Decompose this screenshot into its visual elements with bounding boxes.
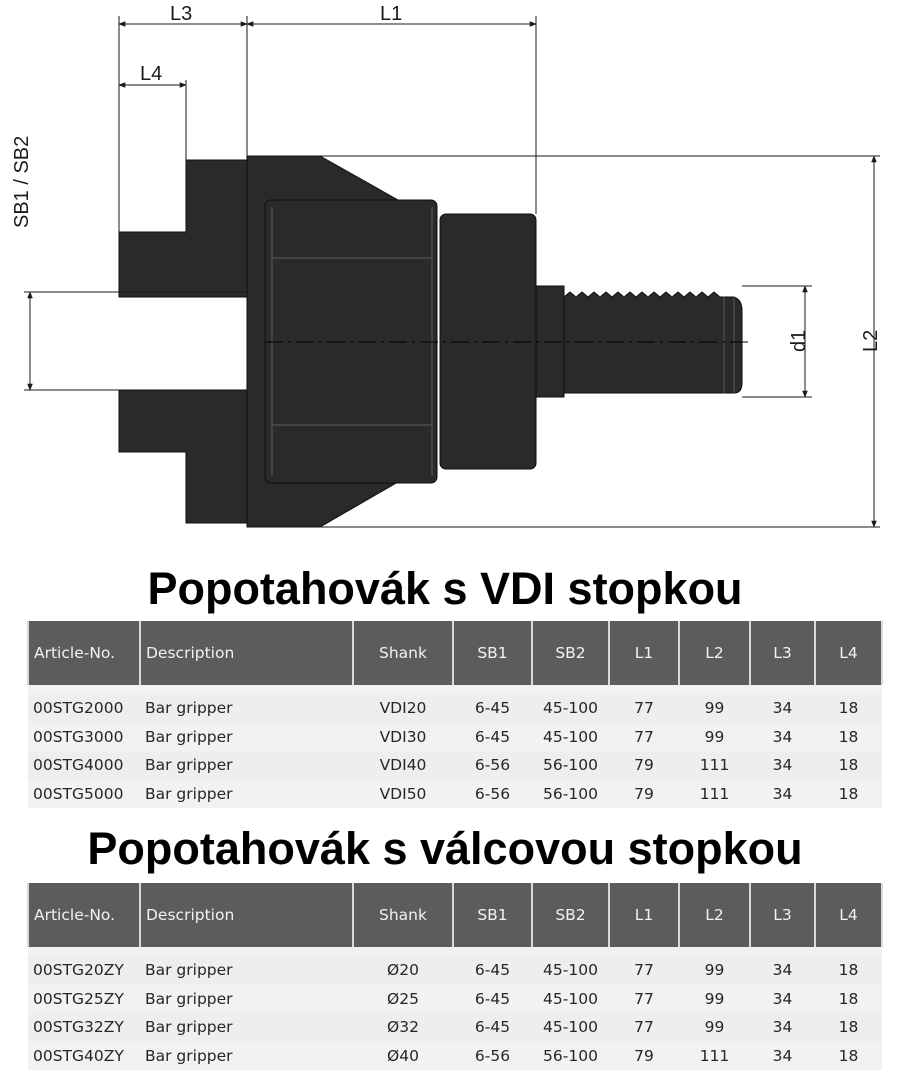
section-title-cylindrical: Popotahovák s válcovou stopkou bbox=[87, 823, 803, 874]
table-spacer bbox=[28, 947, 882, 956]
cell-shank: VDI30 bbox=[353, 723, 453, 752]
cell-l3: 34 bbox=[750, 956, 815, 985]
cell-sb2: 56-100 bbox=[532, 780, 609, 809]
cell-shank: VDI20 bbox=[353, 694, 453, 723]
col-header-sb2: SB2 bbox=[532, 883, 609, 947]
cell-sb1: 6-45 bbox=[453, 1013, 532, 1042]
col-header-shank: Shank bbox=[353, 883, 453, 947]
cell-article-no: 00STG3000 bbox=[28, 723, 140, 752]
cell-sb2: 45-100 bbox=[532, 694, 609, 723]
table-header-row bbox=[28, 883, 882, 947]
table-spacer-cell bbox=[28, 685, 882, 694]
cell-l2: 99 bbox=[679, 1013, 750, 1042]
col-header-description: Description bbox=[140, 883, 353, 947]
cell-article-no: 00STG20ZY bbox=[28, 956, 140, 985]
cell-l4: 18 bbox=[815, 985, 882, 1014]
cell-l4: 18 bbox=[815, 1042, 882, 1071]
cell-sb1: 6-45 bbox=[453, 723, 532, 752]
cell-l2: 99 bbox=[679, 956, 750, 985]
cell-l2: 111 bbox=[679, 1042, 750, 1071]
cell-l3: 34 bbox=[750, 751, 815, 780]
dim-sb-label: SB1 / SB2 bbox=[11, 135, 33, 228]
cell-l4: 18 bbox=[815, 780, 882, 809]
cell-shank: Ø32 bbox=[353, 1013, 453, 1042]
cell-l1: 77 bbox=[609, 694, 679, 723]
cell-l3: 34 bbox=[750, 985, 815, 1014]
cell-article-no: 00STG25ZY bbox=[28, 985, 140, 1014]
col-header-l4: L4 bbox=[815, 883, 882, 947]
cell-article-no: 00STG5000 bbox=[28, 780, 140, 809]
cell-l3: 34 bbox=[750, 1042, 815, 1071]
cell-l3: 34 bbox=[750, 1013, 815, 1042]
table-header-row bbox=[28, 621, 882, 685]
cell-sb2: 45-100 bbox=[532, 985, 609, 1014]
col-header-article: Article-No. bbox=[28, 621, 140, 685]
table-row bbox=[28, 1013, 882, 1042]
cell-shank: VDI50 bbox=[353, 780, 453, 809]
cell-l2: 99 bbox=[679, 694, 750, 723]
cell-description: Bar gripper bbox=[140, 694, 353, 723]
table-row bbox=[28, 780, 882, 809]
cell-shank: Ø25 bbox=[353, 985, 453, 1014]
cell-l4: 18 bbox=[815, 694, 882, 723]
cell-l1: 77 bbox=[609, 956, 679, 985]
cell-sb2: 45-100 bbox=[532, 956, 609, 985]
col-header-l2: L2 bbox=[679, 621, 750, 685]
col-header-article: Article-No. bbox=[28, 883, 140, 947]
cell-sb2: 56-100 bbox=[532, 1042, 609, 1071]
col-header-l1: L1 bbox=[609, 621, 679, 685]
cell-shank: Ø20 bbox=[353, 956, 453, 985]
cell-description: Bar gripper bbox=[140, 780, 353, 809]
cell-l1: 79 bbox=[609, 751, 679, 780]
table-spacer-cell bbox=[28, 947, 882, 956]
col-header-l4: L4 bbox=[815, 621, 882, 685]
cell-l4: 18 bbox=[815, 751, 882, 780]
col-header-shank: Shank bbox=[353, 621, 453, 685]
cell-l1: 79 bbox=[609, 780, 679, 809]
cell-sb1: 6-45 bbox=[453, 956, 532, 985]
cell-article-no: 00STG2000 bbox=[28, 694, 140, 723]
cell-l4: 18 bbox=[815, 956, 882, 985]
dim-d1-label: d1 bbox=[788, 329, 810, 352]
cell-l2: 99 bbox=[679, 985, 750, 1014]
cell-l1: 77 bbox=[609, 1013, 679, 1042]
table-row bbox=[28, 956, 882, 985]
cell-l3: 34 bbox=[750, 723, 815, 752]
cell-sb1: 6-56 bbox=[453, 780, 532, 809]
cell-description: Bar gripper bbox=[140, 751, 353, 780]
cell-description: Bar gripper bbox=[140, 723, 353, 752]
table-row bbox=[28, 723, 882, 752]
col-header-sb1: SB1 bbox=[453, 621, 532, 685]
cell-sb2: 56-100 bbox=[532, 751, 609, 780]
cell-article-no: 00STG32ZY bbox=[28, 1013, 140, 1042]
section-title-vdi: Popotahovák s VDI stopkou bbox=[147, 563, 743, 614]
cell-l2: 111 bbox=[679, 780, 750, 809]
spec-table-cylindrical bbox=[27, 883, 883, 1070]
cell-shank: VDI40 bbox=[353, 751, 453, 780]
col-header-l3: L3 bbox=[750, 621, 815, 685]
table-row bbox=[28, 1042, 882, 1071]
dim-l1-label: L1 bbox=[380, 3, 403, 25]
lower-jaw bbox=[119, 390, 247, 523]
cell-sb1: 6-45 bbox=[453, 694, 532, 723]
cell-sb2: 45-100 bbox=[532, 723, 609, 752]
cell-description: Bar gripper bbox=[140, 1013, 353, 1042]
table-spacer bbox=[28, 685, 882, 694]
cell-l3: 34 bbox=[750, 694, 815, 723]
dim-l2-label: L2 bbox=[860, 329, 882, 352]
cell-article-no: 00STG40ZY bbox=[28, 1042, 140, 1071]
cell-sb2: 45-100 bbox=[532, 1013, 609, 1042]
col-header-l2: L2 bbox=[679, 883, 750, 947]
cell-l1: 79 bbox=[609, 1042, 679, 1071]
table-body bbox=[28, 947, 882, 1070]
cell-l2: 99 bbox=[679, 723, 750, 752]
table-row bbox=[28, 751, 882, 780]
col-header-sb2: SB2 bbox=[532, 621, 609, 685]
cell-l1: 77 bbox=[609, 723, 679, 752]
table-row bbox=[28, 985, 882, 1014]
cell-l2: 111 bbox=[679, 751, 750, 780]
cell-sb1: 6-45 bbox=[453, 985, 532, 1014]
cell-l4: 18 bbox=[815, 723, 882, 752]
upper-jaw bbox=[119, 160, 247, 297]
col-header-sb1: SB1 bbox=[453, 883, 532, 947]
dim-l4-label: L4 bbox=[140, 63, 163, 85]
cell-l4: 18 bbox=[815, 1013, 882, 1042]
cell-description: Bar gripper bbox=[140, 1042, 353, 1071]
col-header-description: Description bbox=[140, 621, 353, 685]
table-row bbox=[28, 694, 882, 723]
cell-l3: 34 bbox=[750, 780, 815, 809]
cell-article-no: 00STG4000 bbox=[28, 751, 140, 780]
cell-sb1: 6-56 bbox=[453, 1042, 532, 1071]
cell-description: Bar gripper bbox=[140, 985, 353, 1014]
col-header-l3: L3 bbox=[750, 883, 815, 947]
table-body bbox=[28, 685, 882, 808]
cell-description: Bar gripper bbox=[140, 956, 353, 985]
cell-sb1: 6-56 bbox=[453, 751, 532, 780]
cell-shank: Ø40 bbox=[353, 1042, 453, 1071]
cell-l1: 77 bbox=[609, 985, 679, 1014]
dim-l3-label: L3 bbox=[170, 3, 193, 25]
col-header-l1: L1 bbox=[609, 883, 679, 947]
spec-table-vdi bbox=[27, 621, 883, 808]
